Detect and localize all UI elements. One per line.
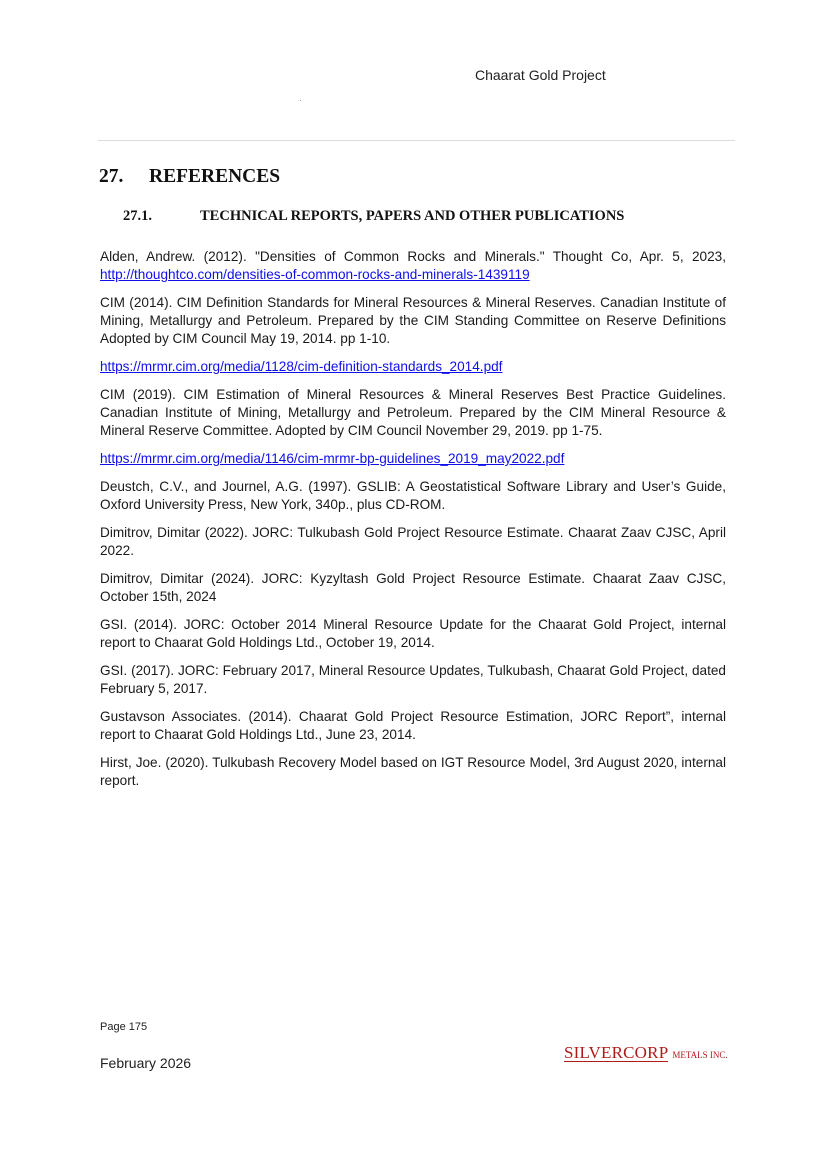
subsection-title: TECHNICAL REPORTS, PAPERS AND OTHER PUBLICATIONS [200, 208, 625, 224]
reference-text: Dimitrov, Dimitar (2024). JORC: Kyzyltash Gold Project Resource Estimate. Chaarat Zaav CJSC, October 15th, 2024 [100, 571, 726, 604]
reference-alden [100, 248, 726, 284]
section-number: 27. [99, 166, 124, 187]
reference-cim-2014 [100, 294, 726, 348]
reference-text: CIM (2014). CIM Definition Standards for Mineral Resources & Mineral Reserves. Canadian Institute of Mining, Metallurgy and Petroleum. Prepared by the CIM Standing Committee on Reserve Definitions Adopted by CIM Council May 19, 2014. pp 1-10. [100, 295, 726, 346]
reference-gustavson [100, 708, 726, 744]
reference-text: GSI. (2017). JORC: February 2017, Mineral Resource Updates, Tulkubash, Chaarat Gold Project, dated February 5, 2017. [100, 663, 726, 696]
reference-text: Gustavson Associates. (2014). Chaarat Gold Project Resource Estimation, JORC Report”, internal report to Chaarat Gold Holdings Ltd., June 23, 2014. [100, 709, 726, 742]
reference-text: GSI. (2014). JORC: October 2014 Mineral Resource Update for the Chaarat Gold Project, internal report to Chaarat Gold Holdings Ltd., October 19, 2014. [100, 617, 726, 650]
reference-dimitrov-2024 [100, 570, 726, 606]
reference-text: Deustch, C.V., and Journel, A.G. (1997). GSLIB: A Geostatistical Software Library and User’s Guide, Oxford University Press, New York, 340p., plus CD-ROM. [100, 479, 726, 512]
footer-date: February 2026 [100, 1055, 192, 1071]
header-project-title: Chaarat Gold Project [475, 67, 606, 83]
reference-gsi-2014 [100, 616, 726, 652]
page-number: Page 175 [100, 1021, 148, 1033]
reference-text: Hirst, Joe. (2020). Tulkubash Recovery Model based on IGT Resource Model, 3rd August 2020, internal report. [100, 755, 726, 788]
header-divider [98, 140, 735, 141]
reference-link[interactable]: https://mrmr.cim.org/media/1128/cim-definition-standards_2014.pdf [100, 359, 503, 374]
company-logo [564, 1044, 728, 1066]
reference-deustch [100, 478, 726, 514]
reference-text: Alden, Andrew. (2012). "Densities of Common Rocks and Minerals." Thought Co, Apr. 5, 2023, [100, 249, 726, 264]
section-heading [99, 166, 280, 188]
reference-link[interactable]: https://mrmr.cim.org/media/1146/cim-mrmr-bp-guidelines_2019_may2022.pdf [100, 451, 565, 466]
subsection-heading [123, 208, 624, 225]
reference-list [100, 248, 726, 800]
reference-text: CIM (2019). CIM Estimation of Mineral Resources & Mineral Reserves Best Practice Guidelines. Canadian Institute of Mining, Metallurgy and Petroleum. Prepared by the CIM Mineral Resource & Mineral Reserve Committee. Adopted by CIM Council November 29, 2019. pp 1-75. [100, 387, 726, 438]
reference-dimitrov-2022 [100, 524, 726, 560]
reference-hirst [100, 754, 726, 790]
reference-cim-2019-link [100, 450, 726, 468]
logo-brand-text: SILVERCORP [564, 1043, 669, 1062]
reference-text: Dimitrov, Dimitar (2022). JORC: Tulkubash Gold Project Resource Estimate. Chaarat Zaav CJSC, April 2022. [100, 525, 726, 558]
subsection-number: 27.1. [123, 208, 152, 224]
reference-cim-2014-link [100, 358, 726, 376]
reference-gsi-2017 [100, 662, 726, 698]
reference-cim-2019 [100, 386, 726, 440]
section-title: REFERENCES [149, 166, 281, 187]
logo-suffix-text: METALS INC. [672, 1050, 728, 1060]
reference-link[interactable]: http://thoughtco.com/densities-of-common-rocks-and-minerals-1439119 [100, 267, 530, 282]
header-mark [300, 100, 301, 101]
